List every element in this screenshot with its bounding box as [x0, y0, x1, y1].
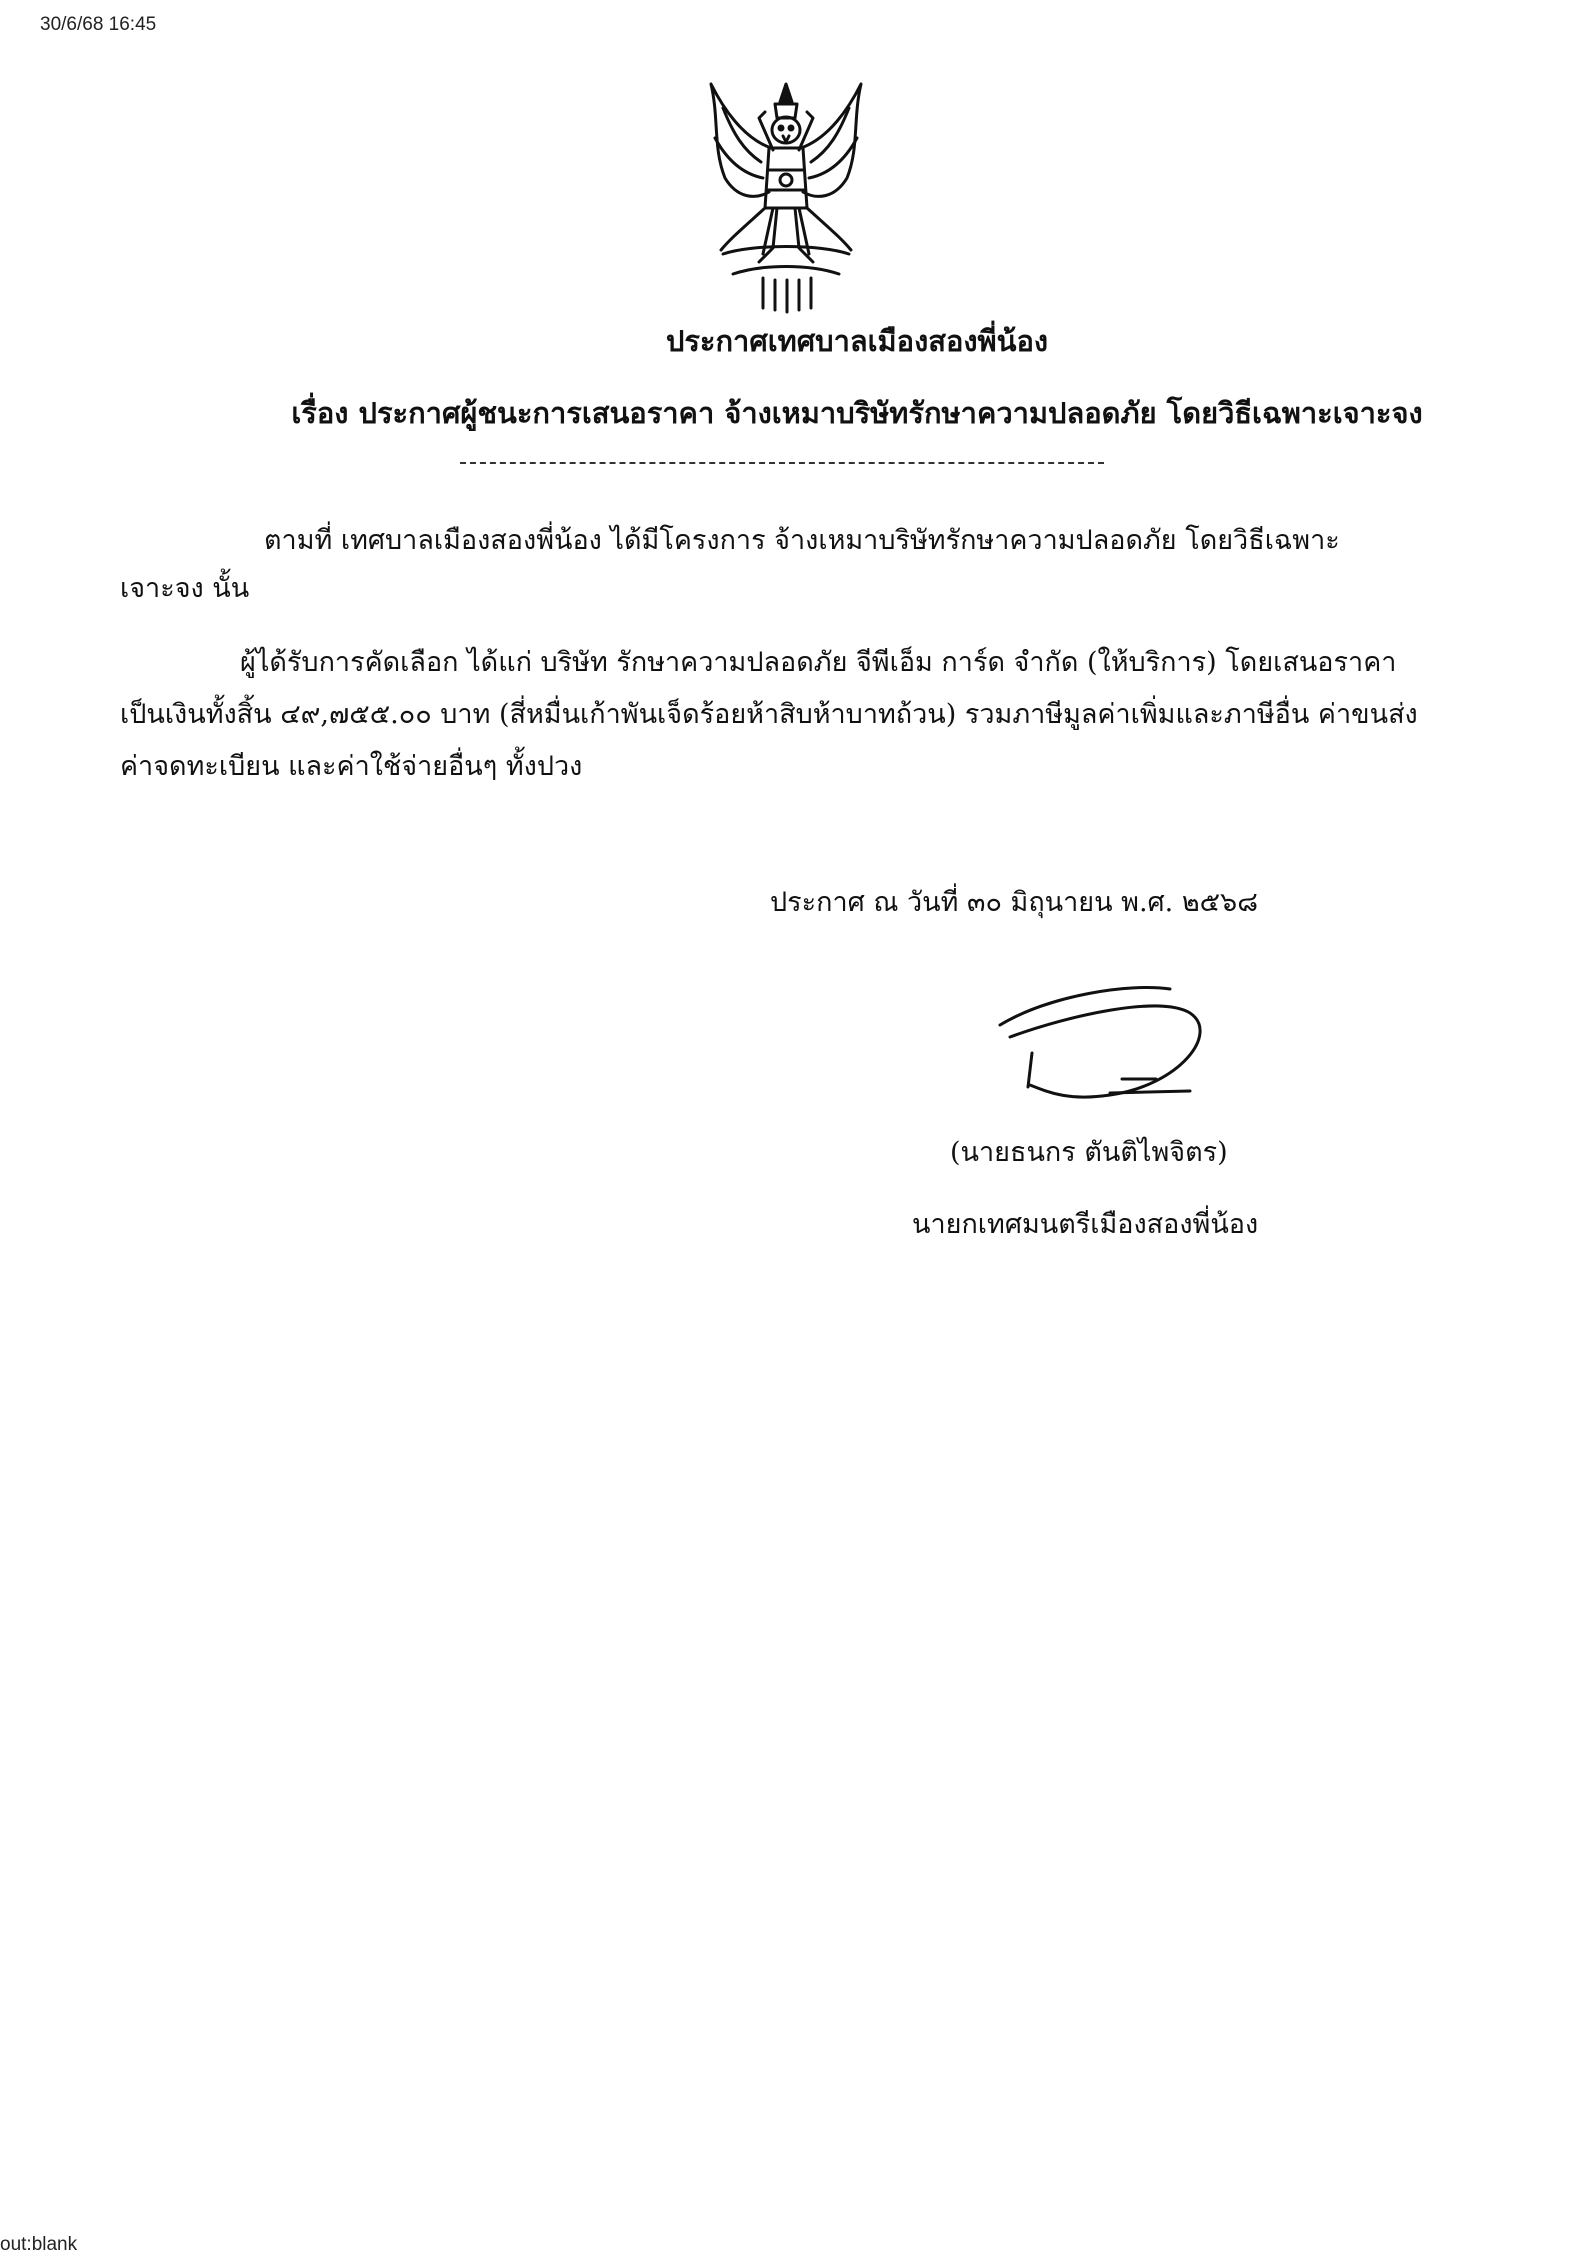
body-paragraph-1-line-2: เจาะจง นั้น: [120, 573, 250, 604]
print-timestamp: 30/6/68 16:45: [40, 14, 157, 35]
print-footer-url: out:blank: [0, 2234, 78, 2255]
announcement-issuer: ประกาศเทศบาลเมืองสองพี่น้อง: [665, 324, 1049, 358]
body-paragraph-1-line-1: ตามที่ เทศบาลเมืองสองพี่น้อง ได้มีโครงการ จ้างเหมาบริษัทรักษาความปลอดภัย โดยวิธีเฉพาะ: [264, 525, 1340, 556]
garuda-emblem-icon: [703, 78, 869, 314]
body-paragraph-2-line-1: ผู้ได้รับการคัดเลือก ได้แก่ บริษัท รักษาความปลอดภัย จีพีเอ็ม การ์ด จำกัด (ให้บริการ) โดยเสนอราคา: [240, 647, 1397, 678]
body-paragraph-2-line-2: เป็นเงินทั้งสิ้น ๔๙,๗๕๕.๐๐ บาท (สี่หมื่นเก้าพันเจ็ดร้อยห้าสิบห้าบาทถ้วน) รวมภาษีมูลค่าเพิ่มและภาษีอื่น ค่าขนส่ง: [120, 699, 1418, 730]
announcement-subject: เรื่อง ประกาศผู้ชนะการเสนอราคา จ้างเหมาบริษัทรักษาความปลอดภัย โดยวิธีเฉพาะเจาะจง: [291, 396, 1423, 430]
divider-line: [460, 462, 1104, 464]
signer-title: นายกเทศมนตรีเมืองสองพี่น้อง: [912, 1209, 1259, 1240]
announcement-date: ประกาศ ณ วันที่ ๓๐ มิถุนายน พ.ศ. ๒๕๖๘: [770, 887, 1259, 918]
body-paragraph-2-line-3: ค่าจดทะเบียน และค่าใช้จ่ายอื่นๆ ทั้งปวง: [120, 751, 583, 782]
signer-name: (นายธนกร ตันติไพจิตร): [950, 1137, 1228, 1168]
handwritten-signature-icon: [990, 975, 1230, 1115]
